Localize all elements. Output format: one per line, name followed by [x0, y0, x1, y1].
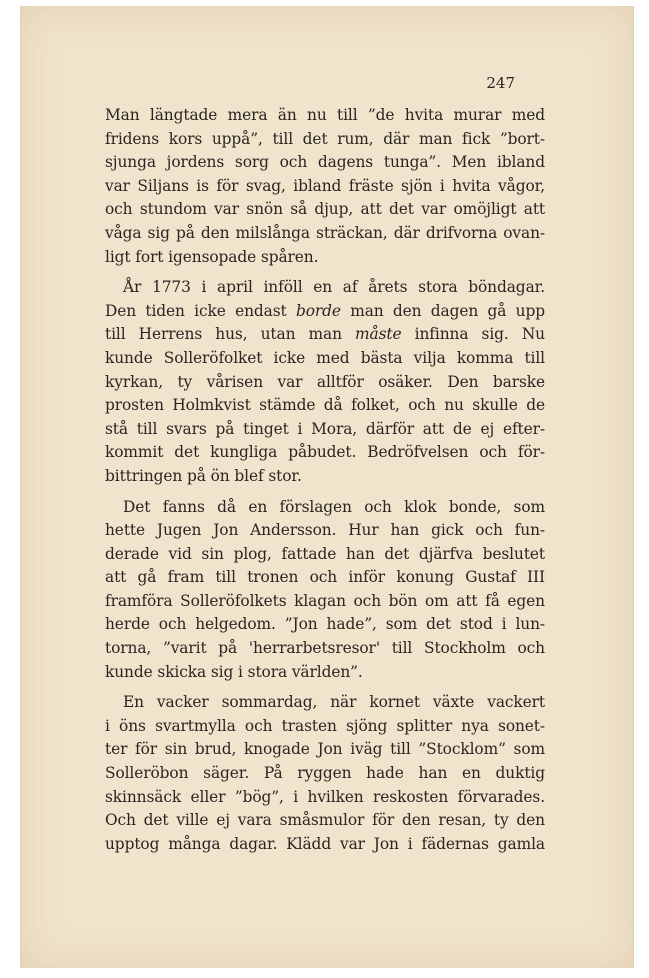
text-line: i öns svartmylla och trasten sjöng splitter nya sonet- [105, 716, 545, 735]
text-line: kommit det kungliga påbudet. Bedröfvelsen och för- [105, 443, 545, 462]
paragraph-4 [105, 691, 545, 856]
text-line: Det fanns då en förslagen och klok bonde, som [123, 497, 545, 516]
text-line: kyrkan, ty vårisen var alltför osäker. Den barske [105, 372, 545, 391]
text-line: upptog många dagar. Klädd var Jon i fädernas gamla [105, 834, 545, 853]
text-line: En vacker sommardag, när kornet växte vackert [123, 693, 545, 712]
text-line: bittringen på ön blef stor. [105, 466, 302, 485]
paragraph-1 [105, 104, 545, 269]
text-line: herde och helgedom. ”Jon hade”, som det stod i lun- [105, 615, 545, 634]
text-line: Man längtade mera än nu till ”de hvita murar med [105, 106, 545, 124]
text-line: framföra Solleröfolkets klagan och bön om att få egen [105, 591, 545, 610]
text-line: fridens kors uppå”, till det rum, där man fick ”bort- [105, 129, 545, 148]
book-page [20, 6, 634, 968]
text-line: ligt fort igensopade spåren. [105, 247, 319, 266]
text-line: till Herrens hus, utan man måste infinna sig. Nu [105, 325, 545, 344]
text-line: stå till svars på tinget i Mora, därför att de ej efter- [105, 419, 545, 438]
text-line: derade vid sin plog, fattade han det djärfva beslutet [105, 544, 545, 563]
text-line: kunde Solleröfolket icke med bästa vilja komma till [105, 348, 545, 367]
paragraph-2 [105, 276, 545, 488]
text-line: var Siljans is för svag, ibland fräste sjön i hvita vågor, [105, 176, 545, 195]
text-line: våga sig på den milslånga sträckan, där drifvorna ovan- [105, 223, 545, 242]
text-line: Den tiden icke endast borde man den dagen gå upp [105, 301, 545, 320]
text-line: Och det ville ej vara småsmulor för den resan, ty den [105, 811, 545, 830]
body-text [105, 104, 545, 863]
page-number: 247 [486, 74, 515, 92]
text-line: och stundom var snön så djup, att det var omöjligt att [105, 200, 545, 219]
text-line: prosten Holmkvist stämde då folket, och nu skulle de [105, 396, 545, 415]
text-line: att gå fram till tronen och inför konung Gustaf III [105, 568, 545, 587]
text-line: ter för sin brud, knogade Jon iväg till ”Stocklom” som [105, 740, 545, 759]
text-line: kunde skicka sig i stora världen”. [105, 662, 363, 681]
text-line: hette Jugen Jon Andersson. Hur han gick och fun- [105, 521, 545, 540]
text-line: sjunga jordens sorg och dagens tunga”. Men ibland [105, 153, 545, 172]
text-line: skinnsäck eller ”bög”, i hvilken reskosten förvarades. [105, 787, 545, 806]
text-line: Solleröbon säger. På ryggen hade han en duktig [105, 764, 545, 783]
text-line: År 1773 i april inföll en af årets stora böndagar. [123, 278, 545, 297]
text-line: torna, ”varit på 'herrarbetsresor' till Stockholm och [105, 639, 545, 658]
paragraph-3 [105, 496, 545, 685]
